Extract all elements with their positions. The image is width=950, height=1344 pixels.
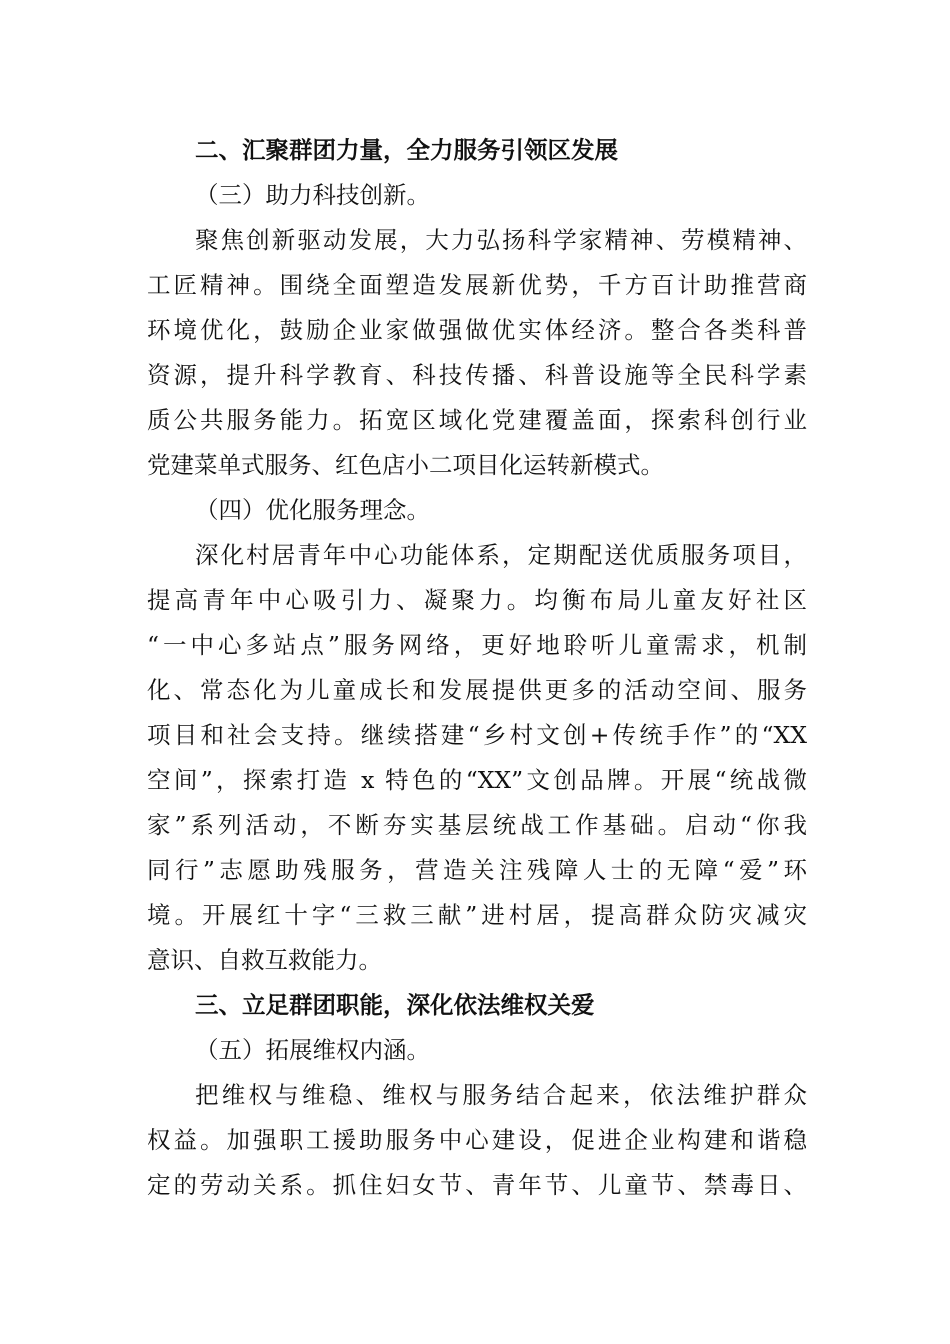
paragraph-line: 环境优化，鼓励企业家做强做优实体经济。整合各类科普 bbox=[147, 316, 807, 344]
paragraph-line: 质公共服务能力。拓宽区域化党建覆盖面，探索科创行业 bbox=[147, 406, 807, 434]
document-page bbox=[147, 128, 807, 1208]
paragraph-line: 家”系列活动，不断夯实基层统战工作基础。启动“你我 bbox=[147, 811, 807, 839]
paragraph-line: 党建菜单式服务、红色店小二项目化运转新模式。 bbox=[147, 451, 664, 479]
paragraph-line: 权益。加强职工援助服务中心建设，促进企业构建和谐稳 bbox=[147, 1126, 807, 1154]
paragraph-line: “一中心多站点”服务网络，更好地聆听儿童需求，机制 bbox=[147, 631, 807, 659]
subsection-title-4: （四）优化服务理念。 bbox=[195, 496, 430, 524]
subsection-title-3: （三）助力科技创新。 bbox=[195, 181, 430, 209]
section-heading-2: 二、汇聚群团力量，全力服务引领区发展 bbox=[195, 136, 618, 164]
paragraph-line: 空间”，探索打造 x 特色的“XX”文创品牌。开展“统战微 bbox=[147, 766, 807, 794]
paragraph-line: 提高青年中心吸引力、凝聚力。均衡布局儿童友好社区 bbox=[147, 586, 807, 614]
paragraph-line: 资源，提升科学教育、科技传播、科普设施等全民科学素 bbox=[147, 361, 807, 389]
paragraph-line: 聚焦创新驱动发展，大力弘扬科学家精神、劳模精神、 bbox=[195, 226, 807, 254]
section-heading-3: 三、立足群团职能，深化依法维权关爱 bbox=[195, 991, 595, 1019]
paragraph-line: 项目和社会支持。继续搭建“乡村文创+传统手作”的“XX bbox=[147, 721, 807, 749]
paragraph-line: 深化村居青年中心功能体系，定期配送优质服务项目， bbox=[195, 541, 807, 569]
paragraph-line: 境。开展红十字“三救三献”进村居，提高群众防灾减灾 bbox=[147, 901, 807, 929]
paragraph-line: 意识、自救互救能力。 bbox=[147, 946, 382, 974]
subsection-title-5: （五）拓展维权内涵。 bbox=[195, 1036, 430, 1064]
paragraph-line: 工匠精神。围绕全面塑造发展新优势，千方百计助推营商 bbox=[147, 271, 807, 299]
paragraph-line: 同行”志愿助残服务，营造关注残障人士的无障“爱”环 bbox=[147, 856, 807, 884]
paragraph-line: 化、常态化为儿童成长和发展提供更多的活动空间、服务 bbox=[147, 676, 807, 704]
paragraph-line: 把维权与维稳、维权与服务结合起来，依法维护群众 bbox=[195, 1081, 807, 1109]
paragraph-line: 定的劳动关系。抓住妇女节、青年节、儿童节、禁毒日、 bbox=[147, 1171, 807, 1199]
